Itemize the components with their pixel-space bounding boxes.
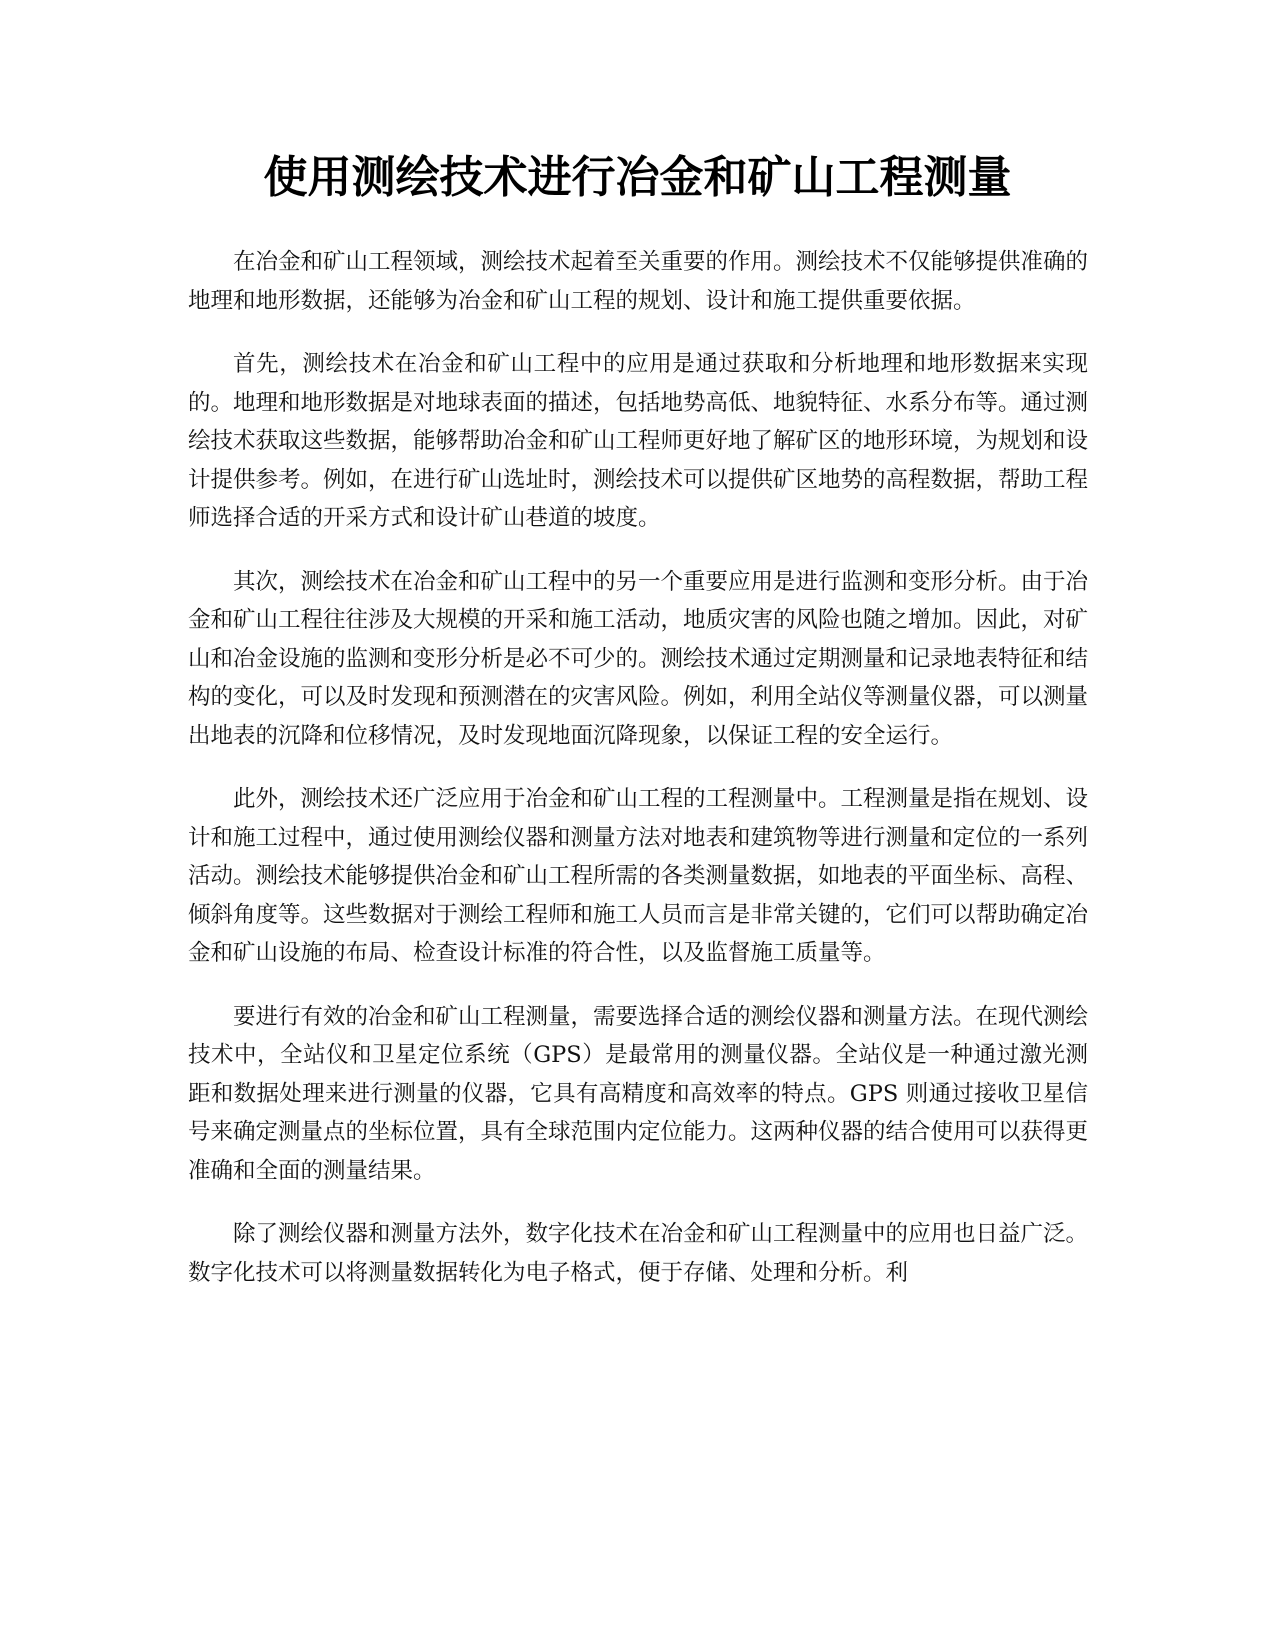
paragraph-5: 要进行有效的冶金和矿山工程测量，需要选择合适的测绘仪器和测量方法。在现代测绘技术中，全站仪和卫星定位系统（GPS）是最常用的测量仪器。全站仪是一种通过激光测距和数据处理来进行测量的仪器，它具有高精度和高效率的特点。GPS 则通过接收卫星信号来确定测量点的坐标位置，具有全球范围内定位能力。这两种仪器的结合使用可以获得更准确和全面的测量结果。	[188, 1003, 1089, 1184]
paragraph-4: 此外，测绘技术还广泛应用于冶金和矿山工程的工程测量中。工程测量是指在规划、设计和施工过程中，通过使用测绘仪器和测量方法对地表和建筑物等进行测量和定位的一系列活动。测绘技术能够提供冶金和矿山工程所需的各类测量数据，如地表的平面坐标、高程、倾斜角度等。这些数据对于测绘工程师和施工人员而言是非常关键的，它们可以帮助确定冶金和矿山设施的布局、检查设计标准的符合性，以及监督施工质量等。	[188, 786, 1089, 966]
paragraph-1: 在冶金和矿山工程领域，测绘技术起着至关重要的作用。测绘技术不仅能够提供准确的地理和地形数据，还能够为冶金和矿山工程的规划、设计和施工提供重要依据。	[188, 249, 1089, 314]
paragraph-3: 其次，测绘技术在冶金和矿山工程中的另一个重要应用是进行监测和变形分析。由于冶金和矿山工程往往涉及大规模的开采和施工活动，地质灾害的风险也随之增加。因此，对矿山和冶金设施的监测和变形分析是必不可少的。测绘技术通过定期测量和记录地表特征和结构的变化，可以及时发现和预测潜在的灾害风险。例如，利用全站仪等测量仪器，可以测量出地表的沉降和位移情况，及时发现地面沉降现象，以保证工程的安全运行。	[188, 568, 1089, 749]
paragraph-6: 除了测绘仪器和测量方法外，数字化技术在冶金和矿山工程测量中的应用也日益广泛。数字化技术可以将测量数据转化为电子格式，便于存储、处理和分析。利	[188, 1221, 1089, 1286]
paragraph-2: 首先，测绘技术在冶金和矿山工程中的应用是通过获取和分析地理和地形数据来实现的。地理和地形数据是对地球表面的描述，包括地势高低、地貌特征、水系分布等。通过测绘技术获取这些数据，能够帮助冶金和矿山工程师更好地了解矿区的地形环境，为规划和设计提供参考。例如，在进行矿山选址时，测绘技术可以提供矿区地势的高程数据，帮助工程师选择合适的开采方式和设计矿山巷道的坡度。	[188, 351, 1089, 531]
document-body	[188, 243, 1088, 1317]
document-title: 使用测绘技术进行冶金和矿山工程测量	[263, 152, 1012, 203]
